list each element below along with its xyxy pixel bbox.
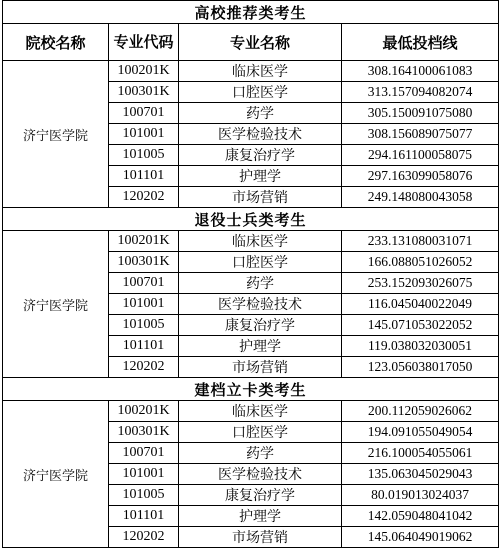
major-code: 101005 — [109, 315, 179, 336]
min-score: 294.161100058075 — [342, 145, 499, 166]
min-score: 308.156089075077 — [342, 124, 499, 145]
major-name: 临床医学 — [179, 401, 342, 422]
header-school: 院校名称 — [3, 24, 109, 61]
major-name: 市场营销 — [179, 187, 342, 208]
major-code: 101001 — [109, 124, 179, 145]
min-score: 253.152093026075 — [342, 273, 499, 294]
header-code: 专业代码 — [109, 24, 179, 61]
major-name: 药学 — [179, 103, 342, 124]
major-name: 护理学 — [179, 506, 342, 527]
major-code: 120202 — [109, 357, 179, 378]
section-title-row — [3, 208, 499, 231]
major-name: 医学检验技术 — [179, 464, 342, 485]
min-score: 200.112059026062 — [342, 401, 499, 422]
major-name: 口腔医学 — [179, 82, 342, 103]
major-name: 口腔医学 — [179, 422, 342, 443]
major-code: 100201K — [109, 231, 179, 252]
major-name: 市场营销 — [179, 527, 342, 548]
school-name: 济宁医学院 — [3, 231, 109, 378]
major-name: 市场营销 — [179, 357, 342, 378]
major-name: 康复治疗学 — [179, 485, 342, 506]
min-score: 249.148080043058 — [342, 187, 499, 208]
min-score: 313.157094082074 — [342, 82, 499, 103]
section-title-row — [3, 378, 499, 401]
major-code: 101005 — [109, 485, 179, 506]
major-code: 100301K — [109, 82, 179, 103]
table-row — [3, 231, 499, 252]
min-score: 145.071053022052 — [342, 315, 499, 336]
major-code: 100701 — [109, 273, 179, 294]
min-score: 123.056038017050 — [342, 357, 499, 378]
min-score: 233.131080031071 — [342, 231, 499, 252]
min-score: 142.059048041042 — [342, 506, 499, 527]
header-score: 最低投档线 — [342, 24, 499, 61]
major-name: 护理学 — [179, 166, 342, 187]
major-name: 医学检验技术 — [179, 124, 342, 145]
section-title: 高校推荐类考生 — [3, 1, 499, 24]
major-code: 101005 — [109, 145, 179, 166]
school-name: 济宁医学院 — [3, 401, 109, 548]
section-title: 建档立卡类考生 — [3, 378, 499, 401]
major-code: 120202 — [109, 527, 179, 548]
major-code: 100701 — [109, 443, 179, 464]
major-name: 康复治疗学 — [179, 315, 342, 336]
min-score: 194.091055049054 — [342, 422, 499, 443]
major-code: 101101 — [109, 166, 179, 187]
major-code: 100301K — [109, 422, 179, 443]
major-name: 康复治疗学 — [179, 145, 342, 166]
admission-score-sheet — [2, 0, 498, 548]
major-name: 药学 — [179, 273, 342, 294]
major-code: 101001 — [109, 294, 179, 315]
section-title: 退役士兵类考生 — [3, 208, 499, 231]
major-name: 临床医学 — [179, 61, 342, 82]
school-name: 济宁医学院 — [3, 61, 109, 208]
min-score: 135.063045029043 — [342, 464, 499, 485]
major-code: 100201K — [109, 401, 179, 422]
major-code: 100701 — [109, 103, 179, 124]
min-score: 145.064049019062 — [342, 527, 499, 548]
major-code: 101101 — [109, 506, 179, 527]
score-table — [2, 0, 499, 548]
section-title-row — [3, 1, 499, 24]
major-code: 101101 — [109, 336, 179, 357]
min-score: 216.100054055061 — [342, 443, 499, 464]
major-code: 101001 — [109, 464, 179, 485]
score-table-body — [3, 1, 499, 548]
min-score: 116.045040022049 — [342, 294, 499, 315]
major-name: 医学检验技术 — [179, 294, 342, 315]
major-name: 口腔医学 — [179, 252, 342, 273]
min-score: 166.088051026052 — [342, 252, 499, 273]
table-row — [3, 401, 499, 422]
major-name: 药学 — [179, 443, 342, 464]
min-score: 80.019013024037 — [342, 485, 499, 506]
major-code: 100301K — [109, 252, 179, 273]
min-score: 308.164100061083 — [342, 61, 499, 82]
header-row — [3, 24, 499, 61]
min-score: 119.038032030051 — [342, 336, 499, 357]
table-row — [3, 61, 499, 82]
header-major: 专业名称 — [179, 24, 342, 61]
major-code: 120202 — [109, 187, 179, 208]
major-name: 临床医学 — [179, 231, 342, 252]
major-name: 护理学 — [179, 336, 342, 357]
min-score: 305.150091075080 — [342, 103, 499, 124]
major-code: 100201K — [109, 61, 179, 82]
min-score: 297.163099058076 — [342, 166, 499, 187]
